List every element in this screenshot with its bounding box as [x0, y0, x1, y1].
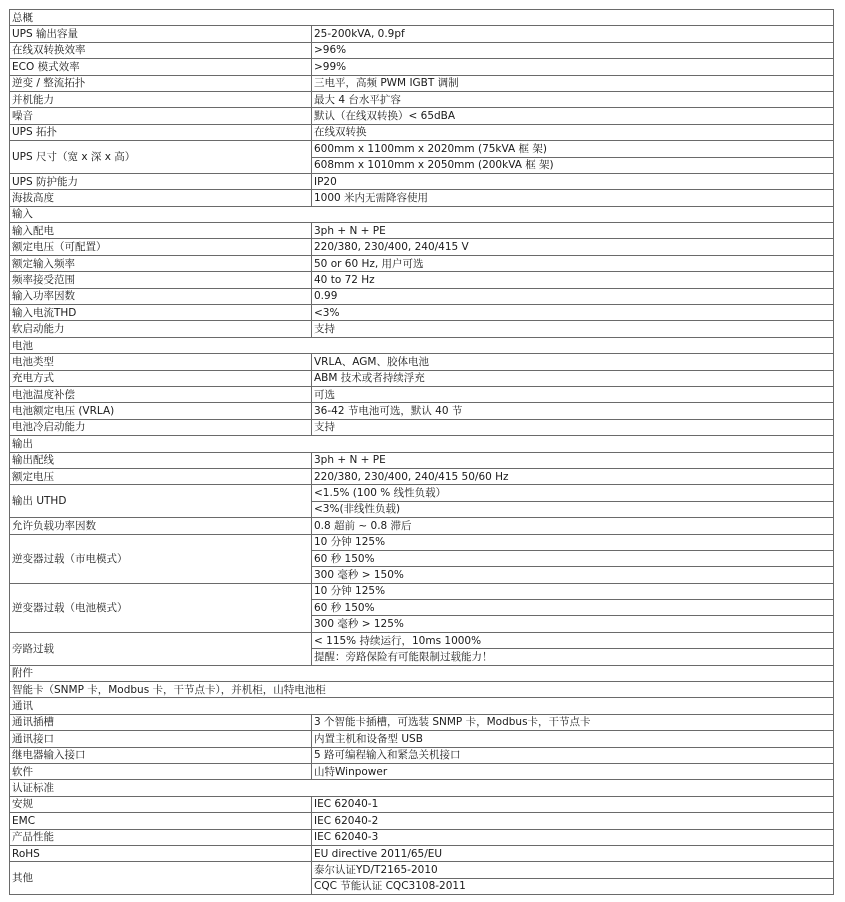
spec-value: 0.8 超前 ~ 0.8 滞后: [312, 518, 834, 534]
spec-value: 220/380, 230/400, 240/415 V: [312, 239, 834, 255]
spec-value: IEC 62040-3: [312, 829, 834, 845]
spec-value: 默认（在线双转换）< 65dBA: [312, 108, 834, 124]
spec-label: 输出 UTHD: [10, 485, 312, 518]
section-row: [10, 10, 834, 26]
spec-value: 支持: [312, 419, 834, 435]
spec-value: 0.99: [312, 288, 834, 304]
spec-value: IEC 62040-1: [312, 796, 834, 812]
spec-label: 额定电压（可配置）: [10, 239, 312, 255]
spec-row: [10, 124, 834, 140]
spec-value: 3 个智能卡插槽，可选装 SNMP 卡，Modbus卡，干节点卡: [312, 714, 834, 730]
section-row: [10, 665, 834, 681]
spec-row: [10, 354, 834, 370]
spec-row: [10, 813, 834, 829]
spec-value: VRLA、AGM、胶体电池: [312, 354, 834, 370]
section-title: 通讯: [10, 698, 834, 714]
section-row: [10, 436, 834, 452]
spec-value: <1.5% (100 % 线性负载）: [312, 485, 834, 501]
section-title: 输入: [10, 206, 834, 222]
spec-value: 泰尔认证YD/T2165-2010: [312, 862, 834, 878]
spec-label: 逆变器过载（电池模式）: [10, 583, 312, 632]
spec-label: ECO 模式效率: [10, 59, 312, 75]
section-title: 认证标准: [10, 780, 834, 796]
spec-row: [10, 173, 834, 189]
spec-row: [10, 223, 834, 239]
spec-value: 5 路可编程输入和紧急关机接口: [312, 747, 834, 763]
section-title: 附件: [10, 665, 834, 681]
spec-row: [10, 272, 834, 288]
spec-value: 40 to 72 Hz: [312, 272, 834, 288]
spec-row: [10, 468, 834, 484]
spec-value: 60 秒 150%: [312, 600, 834, 616]
spec-row: [10, 796, 834, 812]
section-row: [10, 682, 834, 698]
spec-value: ABM 技术或者持续浮充: [312, 370, 834, 386]
spec-value: >96%: [312, 42, 834, 58]
spec-value: EU directive 2011/65/EU: [312, 845, 834, 861]
spec-row: [10, 26, 834, 42]
spec-row: [10, 534, 834, 550]
spec-value: 3ph + N + PE: [312, 223, 834, 239]
spec-value: >99%: [312, 59, 834, 75]
spec-value: 60 秒 150%: [312, 550, 834, 566]
section-row: [10, 337, 834, 353]
spec-label: RoHS: [10, 845, 312, 861]
spec-value: 山特Winpower: [312, 763, 834, 779]
spec-row: [10, 583, 834, 599]
spec-label: 额定输入频率: [10, 255, 312, 271]
spec-table: [9, 9, 834, 895]
section-row: [10, 698, 834, 714]
spec-row: [10, 190, 834, 206]
spec-label: 逆变器过载（市电模式）: [10, 534, 312, 583]
spec-row: [10, 845, 834, 861]
section-title: 输出: [10, 436, 834, 452]
spec-label: 输入配电: [10, 223, 312, 239]
spec-value: 300 毫秒 > 150%: [312, 567, 834, 583]
spec-value: 在线双转换: [312, 124, 834, 140]
spec-value: 300 毫秒 > 125%: [312, 616, 834, 632]
spec-label: 额定电压: [10, 468, 312, 484]
spec-label: 通讯接口: [10, 731, 312, 747]
spec-value: 220/380, 230/400, 240/415 50/60 Hz: [312, 468, 834, 484]
spec-label: 电池冷启动能力: [10, 419, 312, 435]
spec-table-body: [10, 10, 834, 895]
spec-row: [10, 59, 834, 75]
spec-label: 噪音: [10, 108, 312, 124]
spec-label: 在线双转换效率: [10, 42, 312, 58]
spec-row: [10, 141, 834, 157]
section-row: [10, 780, 834, 796]
spec-row: [10, 42, 834, 58]
section-title: 电池: [10, 337, 834, 353]
section-title: 智能卡（SNMP 卡，Modbus 卡，干节点卡），并机柜，山特电池柜: [10, 682, 834, 698]
spec-row: [10, 763, 834, 779]
spec-label: 旁路过载: [10, 632, 312, 665]
spec-label: 允许负载功率因数: [10, 518, 312, 534]
spec-row: [10, 91, 834, 107]
spec-label: 安规: [10, 796, 312, 812]
spec-label: 软启动能力: [10, 321, 312, 337]
spec-value: 36-42 节电池可选，默认 40 节: [312, 403, 834, 419]
spec-label: UPS 拓扑: [10, 124, 312, 140]
spec-value: < 115% 持续运行，10ms 1000%: [312, 632, 834, 648]
spec-value: 25-200kVA, 0.9pf: [312, 26, 834, 42]
spec-label: 并机能力: [10, 91, 312, 107]
spec-label: EMC: [10, 813, 312, 829]
spec-label: 电池类型: [10, 354, 312, 370]
spec-row: [10, 403, 834, 419]
spec-value: 提醒：旁路保险有可能限制过载能力！: [312, 649, 834, 665]
spec-row: [10, 370, 834, 386]
spec-value: 50 or 60 Hz, 用户可选: [312, 255, 834, 271]
spec-label: 电池温度补偿: [10, 386, 312, 402]
spec-value: 3ph + N + PE: [312, 452, 834, 468]
spec-row: [10, 419, 834, 435]
spec-value: IEC 62040-2: [312, 813, 834, 829]
spec-row: [10, 452, 834, 468]
spec-row: [10, 747, 834, 763]
spec-label: 继电器输入接口: [10, 747, 312, 763]
spec-label: 软件: [10, 763, 312, 779]
spec-label: UPS 尺寸（宽 x 深 x 高）: [10, 141, 312, 174]
spec-label: 输出配线: [10, 452, 312, 468]
spec-row: [10, 518, 834, 534]
spec-label: 海拔高度: [10, 190, 312, 206]
spec-row: [10, 288, 834, 304]
spec-value: 可选: [312, 386, 834, 402]
spec-value: IP20: [312, 173, 834, 189]
spec-label: UPS 防护能力: [10, 173, 312, 189]
spec-label: 输入电流THD: [10, 305, 312, 321]
spec-row: [10, 862, 834, 878]
spec-row: [10, 75, 834, 91]
spec-row: [10, 731, 834, 747]
spec-value: 最大 4 台水平扩容: [312, 91, 834, 107]
spec-value: 内置主机和设备型 USB: [312, 731, 834, 747]
spec-label: 逆变 / 整流拓扑: [10, 75, 312, 91]
section-title: 总概: [10, 10, 834, 26]
spec-row: [10, 714, 834, 730]
spec-label: 通讯插槽: [10, 714, 312, 730]
spec-value: 10 分钟 125%: [312, 534, 834, 550]
spec-row: [10, 255, 834, 271]
spec-label: 其他: [10, 862, 312, 895]
spec-row: [10, 386, 834, 402]
spec-value: <3%: [312, 305, 834, 321]
spec-value: CQC 节能认证 CQC3108-2011: [312, 878, 834, 894]
spec-value: 三电平，高频 PWM IGBT 调制: [312, 75, 834, 91]
spec-value: 600mm x 1100mm x 2020mm (75kVA 框 架): [312, 141, 834, 157]
section-row: [10, 206, 834, 222]
spec-row: [10, 321, 834, 337]
spec-label: 电池额定电压 (VRLA): [10, 403, 312, 419]
spec-row: [10, 108, 834, 124]
spec-row: [10, 305, 834, 321]
spec-label: 充电方式: [10, 370, 312, 386]
spec-row: [10, 239, 834, 255]
spec-row: [10, 829, 834, 845]
spec-row: [10, 485, 834, 501]
spec-value: <3%(非线性负载): [312, 501, 834, 517]
spec-label: 输入功率因数: [10, 288, 312, 304]
spec-value: 10 分钟 125%: [312, 583, 834, 599]
spec-label: UPS 输出容量: [10, 26, 312, 42]
spec-value: 支持: [312, 321, 834, 337]
spec-value: 608mm x 1010mm x 2050mm (200kVA 框 架): [312, 157, 834, 173]
spec-label: 频率接受范围: [10, 272, 312, 288]
spec-value: 1000 米内无需降容使用: [312, 190, 834, 206]
spec-label: 产品性能: [10, 829, 312, 845]
spec-row: [10, 632, 834, 648]
